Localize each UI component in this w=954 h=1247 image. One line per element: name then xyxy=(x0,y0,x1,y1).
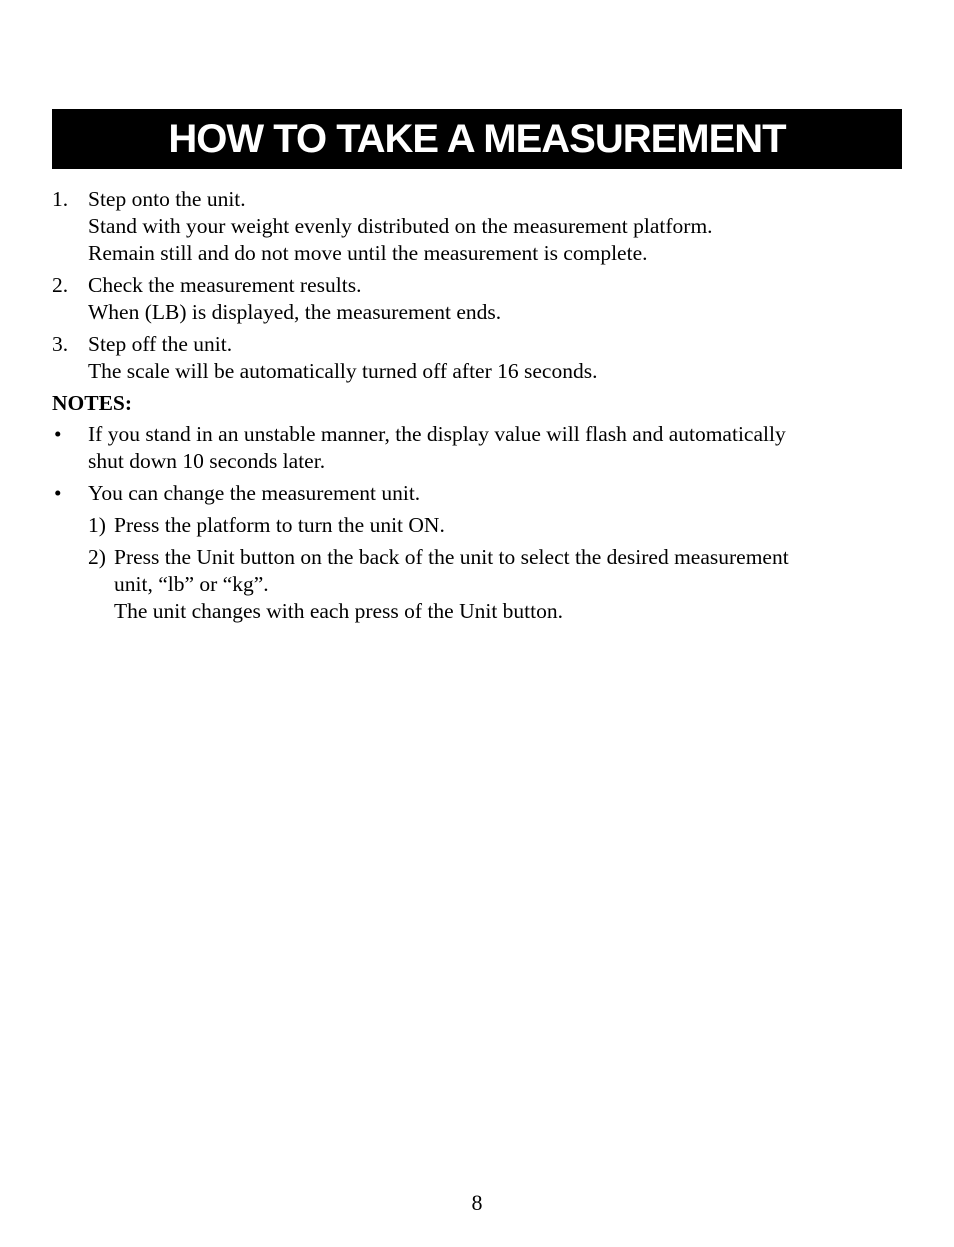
step-3 xyxy=(52,331,902,385)
page-title: HOW TO TAKE A MEASUREMENT xyxy=(168,117,786,161)
header-bar xyxy=(52,109,902,169)
step-number: 1. xyxy=(52,187,69,211)
step-line: The scale will be automatically turned off after 16 seconds. xyxy=(88,359,598,383)
substep-number: 1) xyxy=(88,513,106,537)
step-line: Remain still and do not move until the measurement is complete. xyxy=(88,241,648,265)
substep-line: Press the platform to turn the unit ON. xyxy=(114,513,445,537)
substep-line: Press the Unit button on the back of the unit to select the desired measurement xyxy=(114,545,789,569)
step-1 xyxy=(52,186,902,267)
note-line: If you stand in an unstable manner, the display value will flash and automatically xyxy=(88,422,786,446)
notes-heading: NOTES: xyxy=(52,391,133,415)
content xyxy=(52,186,902,630)
step-line: Stand with your weight evenly distributed on the measurement platform. xyxy=(88,214,713,238)
step-line: Step onto the unit. xyxy=(88,187,246,211)
step-2 xyxy=(52,272,902,326)
substep-number: 2) xyxy=(88,545,106,569)
note-line: shut down 10 seconds later. xyxy=(88,449,326,473)
page-number: 8 xyxy=(471,1190,483,1215)
substep-1 xyxy=(52,512,902,539)
bullet-mark: • xyxy=(54,422,62,446)
step-number: 3. xyxy=(52,332,69,356)
note-bullet-1 xyxy=(52,421,902,475)
step-line: When (LB) is displayed, the measurement ends. xyxy=(88,300,502,324)
step-line: Check the measurement results. xyxy=(88,273,362,297)
substep-line: The unit changes with each press of the Unit button. xyxy=(114,599,564,623)
note-bullet-2 xyxy=(52,480,902,507)
substep-2 xyxy=(52,544,902,625)
bullet-mark: • xyxy=(54,481,62,505)
step-line: Step off the unit. xyxy=(88,332,233,356)
step-number: 2. xyxy=(52,273,69,297)
note-line: You can change the measurement unit. xyxy=(88,481,421,505)
substep-line: unit, “lb” or “kg”. xyxy=(114,572,269,596)
